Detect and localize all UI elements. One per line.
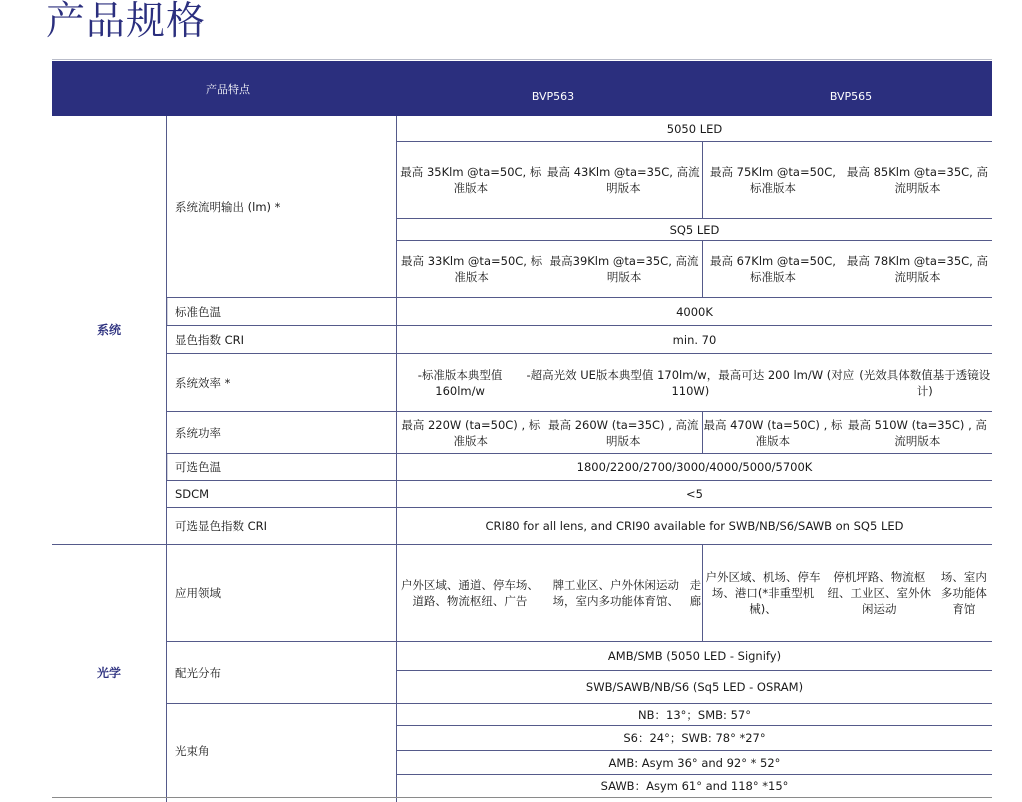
table-top-rule-left xyxy=(52,59,396,60)
flux-led2-model-a xyxy=(397,241,702,297)
row-label-cct-options: 可选色温 xyxy=(175,460,221,474)
efficacy-value xyxy=(397,354,992,411)
header-feature: 产品特点 xyxy=(206,83,250,96)
page-title: 产品规格 xyxy=(46,0,207,44)
text-line: 最高 85Klm @ta=35C, 高流明版本 xyxy=(846,165,988,195)
power-model-a xyxy=(397,412,702,453)
header-model-a: BVP563 xyxy=(531,90,575,103)
distribution-value: SWB/SAWB/NB/S6 (Sq5 LED - OSRAM) xyxy=(585,680,804,694)
row-label-beam-angle: 光束角 xyxy=(175,743,210,758)
text-line: 最高 78Klm @ta=35C, 高流明版本 xyxy=(846,254,988,284)
header-model-b: BVP565 xyxy=(829,90,873,103)
row-label-cct: 标准色温 xyxy=(175,304,221,319)
table-top-rule-right xyxy=(396,59,992,60)
text-line: -超高光效 UE版本典型值 170lm/w，最高可达 200 lm/W (对应110W) xyxy=(526,367,855,398)
flux-led1-model-a xyxy=(397,142,702,218)
split-divider xyxy=(702,142,703,218)
row-label-power: 系统功率 xyxy=(175,425,221,440)
row-label-cri: 显色指数 CRI xyxy=(175,332,245,347)
text-line: 户外区域、通道、停车场、道路、物流枢纽、广告 xyxy=(400,578,539,608)
text-line: 走廊 xyxy=(689,578,702,608)
text-line: 最高 75Klm @ta=50C, 标准版本 xyxy=(710,165,836,195)
text-line: 最高39Klm @ta=35C, 高流明版本 xyxy=(549,254,699,284)
sdcm-value: <5 xyxy=(686,487,703,501)
cri-options-value: CRI80 for all lens, and CRI90 available for SWB/NB/S6/SAWB on SQ5 LED xyxy=(485,519,904,533)
text-line: 牌工业区、户外休闲运动场，室内多功能体育馆、 xyxy=(552,578,680,608)
beam-angle-value: SAWB：Asym 61° and 118° *15° xyxy=(600,779,789,793)
row-label-efficacy: 系统效率 * xyxy=(175,375,231,390)
text-line: 停机坪路、物流枢纽、工业区、室外休闲运动 xyxy=(827,570,932,616)
text-line: (光效具体数值基于透镜设计) xyxy=(859,367,991,398)
row-label-cri-options: 可选显色指数 CRI xyxy=(175,519,268,533)
distribution-value: AMB/SMB (5050 LED - Signify) xyxy=(607,649,782,663)
text-line: 最高 510W (ta=35C) , 高流明版本 xyxy=(847,417,987,448)
section-system-label: 系统 xyxy=(96,323,121,337)
text-line: 最高 43Klm @ta=35C, 高流明版本 xyxy=(547,165,700,195)
row-label-sdcm: SDCM xyxy=(175,487,210,501)
flux-led1-heading: 5050 LED xyxy=(666,121,723,136)
power-model-b xyxy=(703,412,992,453)
cct-options-value: 1800/2200/2700/3000/4000/5000/5700K xyxy=(576,460,813,474)
row-label-distribution: 配光分布 xyxy=(175,665,221,680)
cri-value: min. 70 xyxy=(672,332,717,347)
flux-led2-heading: SQ5 LED xyxy=(669,222,720,237)
beam-angle-value: S6：24°；SWB: 78° *27° xyxy=(623,731,766,745)
table-header xyxy=(52,61,992,116)
cct-value: 4000K xyxy=(676,304,713,319)
table-bottom-rule xyxy=(52,797,992,798)
section-optical-label: 光学 xyxy=(96,666,121,680)
row-label-application: 应用领域 xyxy=(175,586,221,600)
text-line: 最高 67Klm @ta=50C, 标准版本 xyxy=(710,254,836,284)
text-line: 最高 220W (ta=50C) , 标准版本 xyxy=(401,417,541,448)
split-divider xyxy=(702,412,703,453)
spec-table xyxy=(52,59,992,802)
row-label-flux: 系统流明输出 (lm) * xyxy=(175,199,281,214)
beam-angle-value: AMB: Asym 36° and 92° * 52° xyxy=(608,755,781,770)
text-line: -标准版本典型值 160lm/w xyxy=(417,367,503,398)
text-line: 最高 35Klm @ta=50C, 标准版本 xyxy=(400,165,542,195)
text-line: 最高 260W (ta=35C) , 高流明版本 xyxy=(548,417,699,448)
text-line: 最高 470W (ta=50C) , 标准版本 xyxy=(703,417,843,448)
text-line: 户外区域、机场、停车场、港口(*非重型机械)、 xyxy=(705,570,821,616)
application-model-a xyxy=(397,545,702,641)
split-divider xyxy=(702,241,703,297)
text-line: 场、室内多功能体育馆 xyxy=(940,570,987,616)
beam-angle-value: NB：13°；SMB: 57° xyxy=(638,707,751,722)
flux-led1-model-b xyxy=(703,142,992,218)
flux-led2-model-b xyxy=(703,241,992,297)
split-divider xyxy=(702,545,703,641)
application-model-b xyxy=(703,545,992,641)
text-line: 最高 33Klm @ta=50C, 标准版本 xyxy=(401,254,543,284)
